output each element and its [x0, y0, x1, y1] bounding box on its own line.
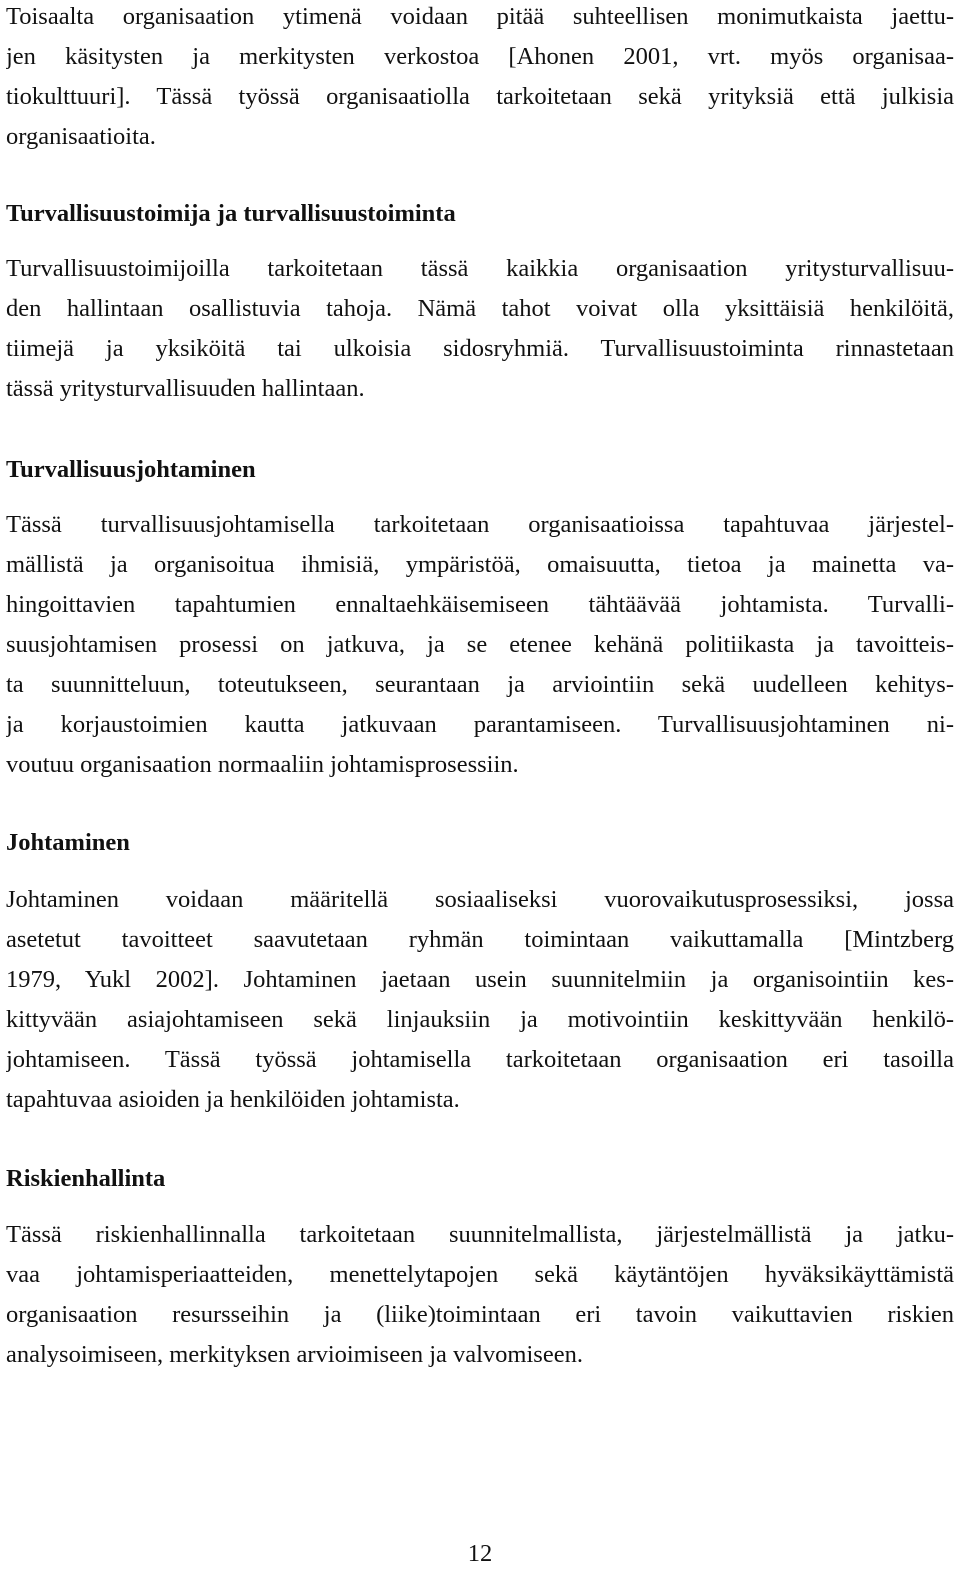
intro-paragraph	[6, 0, 954, 157]
text-line: asetetut tavoitteet saavutetaan ryhmän toimintaan vaikuttamalla [Mintzberg	[6, 926, 954, 953]
text-line: ta suunnitteluun, toteutukseen, seurantaan ja arviointiin sekä uudelleen kehitys-	[6, 671, 954, 698]
section-johtaminen	[6, 823, 954, 863]
text-line: hingoittavien tapahtumien ennaltaehkäisemiseen tähtäävää johtamista. Turvalli-	[6, 591, 954, 618]
text-line: tässä yritysturvallisuuden hallintaan.	[6, 375, 365, 402]
section-heading: Riskienhallinta	[6, 1165, 166, 1192]
page-number: 12	[467, 1540, 493, 1567]
text-line: Tässä turvallisuusjohtamisella tarkoitetaan organisaatioissa tapahtuvaa järjestel-	[6, 511, 954, 538]
text-line: vaa johtamisperiaatteiden, menettelytapojen sekä käytäntöjen hyväksikäyttämistä	[6, 1261, 954, 1288]
section-heading: Turvallisuusjohtaminen	[6, 456, 256, 483]
section-riskienhallinta	[6, 1159, 954, 1199]
text-line: Johtaminen voidaan määritellä sosiaaliseksi vuorovaikutusprosessiksi, jossa	[6, 886, 954, 913]
text-line: organisaatioita.	[6, 123, 156, 150]
section-johtaminen-body	[6, 880, 954, 1120]
text-line: den hallintaan osallistuvia tahoja. Nämä tahot voivat olla yksittäisiä henkilöitä,	[6, 295, 954, 322]
text-line: voutuu organisaation normaaliin johtamisprosessiin.	[6, 751, 519, 778]
text-line: johtamiseen. Tässä työssä johtamisella tarkoitetaan organisaation eri tasoilla	[6, 1046, 954, 1073]
section-turvallisuusjohtaminen	[6, 450, 954, 490]
text-line: organisaation resursseihin ja (liike)toimintaan eri tavoin vaikuttavien riskien	[6, 1301, 954, 1328]
text-line: tiokulttuuri]. Tässä työssä organisaatiolla tarkoitetaan sekä yrityksiä että julkisia	[6, 83, 954, 110]
text-line: kittyvään asiajohtamiseen sekä linjauksiin ja motivointiin keskittyvään henkilö-	[6, 1006, 954, 1033]
text-line: tapahtuvaa asioiden ja henkilöiden johtamista.	[6, 1086, 460, 1113]
text-line: Turvallisuustoimijoilla tarkoitetaan tässä kaikkia organisaation yritysturvallisuu-	[6, 255, 954, 282]
text-line: jen käsitysten ja merkitysten verkostoa [Ahonen 2001, vrt. myös organisaa-	[6, 43, 954, 70]
text-line: mällistä ja organisoitua ihmisiä, ympäristöä, omaisuutta, tietoa ja mainetta va-	[6, 551, 954, 578]
text-line: ja korjaustoimien kautta jatkuvaan parantamiseen. Turvallisuusjohtaminen ni-	[6, 711, 954, 738]
section-heading: Johtaminen	[6, 829, 130, 856]
text-line: tiimejä ja yksiköitä tai ulkoisia sidosryhmiä. Turvallisuustoiminta rinnastetaan	[6, 335, 954, 362]
text-line: 1979, Yukl 2002]. Johtaminen jaetaan usein suunnitelmiin ja organisointiin kes-	[6, 966, 954, 993]
text-line: analysoimiseen, merkityksen arvioimiseen ja valvomiseen.	[6, 1341, 583, 1368]
section-riskienhallinta-body	[6, 1215, 954, 1375]
text-line: suusjohtamisen prosessi on jatkuva, ja se etenee kehänä politiikasta ja tavoitteis-	[6, 631, 954, 658]
section-turvallisuustoimija-body	[6, 249, 954, 409]
text-line: Tässä riskienhallinnalla tarkoitetaan suunnitelmallista, järjestelmällistä ja jatku-	[6, 1221, 954, 1248]
section-turvallisuusjohtaminen-body	[6, 505, 954, 785]
section-turvallisuustoimija	[6, 194, 954, 234]
text-line: Toisaalta organisaation ytimenä voidaan pitää suhteellisen monimutkaista jaettu-	[6, 3, 954, 30]
section-heading: Turvallisuustoimija ja turvallisuustoiminta	[6, 200, 456, 227]
